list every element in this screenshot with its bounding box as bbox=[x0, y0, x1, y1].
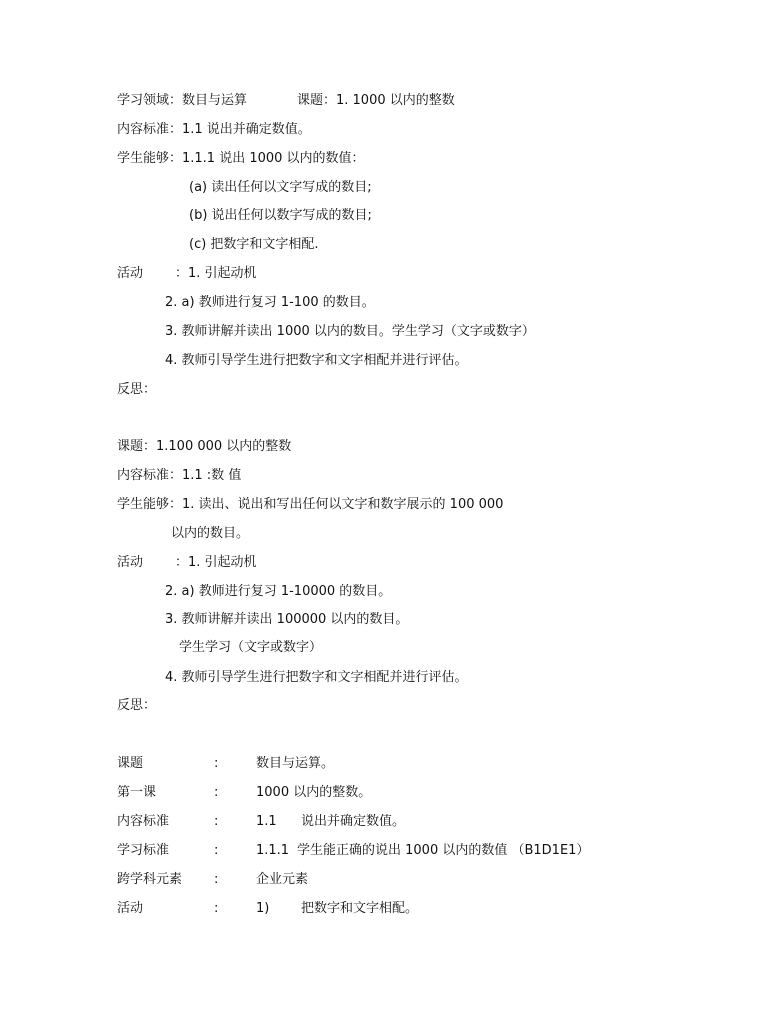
row-value: 数目与运算。 bbox=[256, 756, 335, 771]
row-label: 学习标准 bbox=[117, 843, 170, 858]
row-value: 学生能正确的说出 1000 以内的数值 （B1D1E1） bbox=[297, 843, 590, 858]
section1-ability-item: (b) 说出任何以数字写成的数目; bbox=[189, 208, 372, 223]
section2-lesson-title: 课题：1.100 000 以内的整数 bbox=[117, 439, 292, 454]
section1-activity-item: 4. 教师引导学生进行把数字和文字相配并进行评估。 bbox=[165, 353, 468, 368]
section2-reflection: 反思： bbox=[117, 698, 157, 713]
row-colon: : bbox=[214, 814, 219, 829]
row-colon: : bbox=[214, 901, 219, 916]
row-label: 课题 bbox=[117, 756, 144, 771]
section2-activity-item: 学生学习（文字或数字） bbox=[179, 640, 323, 655]
section1-activity-item: 3. 教师讲解并读出 1000 以内的数目。学生学习（文字或数字） bbox=[165, 324, 535, 339]
row-colon: : bbox=[214, 756, 219, 771]
section2-activity-label: 活动 bbox=[117, 555, 144, 570]
row-value: 把数字和文字相配。 bbox=[301, 901, 419, 916]
section2-activity-item: ：1. 引起动机 bbox=[175, 555, 257, 570]
section1-lesson-title: 课题：1. 1000 以内的整数 bbox=[297, 93, 455, 108]
row-number: 1.1.1 bbox=[256, 843, 290, 858]
section1-ability: 学生能够：1.1.1 说出 1000 以内的数值： bbox=[117, 151, 365, 166]
row-number: 1.1 bbox=[256, 814, 277, 829]
row-label: 活动 bbox=[117, 901, 144, 916]
section2-ability-cont: 以内的数目。 bbox=[171, 526, 250, 541]
section1-activity-label: 活动 bbox=[117, 266, 144, 281]
row-label: 内容标准 bbox=[117, 814, 170, 829]
section2-activity-item: 3. 教师讲解并读出 100000 以内的数目。 bbox=[165, 612, 409, 627]
section1-ability-item: (a) 读出任何以文字写成的数目; bbox=[189, 180, 372, 195]
row-colon: : bbox=[214, 785, 219, 800]
row-value: 1000 以内的整数。 bbox=[256, 785, 372, 800]
section1-field-title: 学习领域：数目与运算 bbox=[117, 93, 248, 108]
section2-content-standard: 内容标准：1.1 :数 值 bbox=[117, 468, 242, 483]
section2-activity-item: 4. 教师引导学生进行把数字和文字相配并进行评估。 bbox=[165, 670, 468, 685]
row-value: 说出并确定数值。 bbox=[301, 814, 406, 829]
row-label: 跨学科元素 bbox=[117, 872, 183, 887]
section1-content-standard: 内容标准：1.1 说出并确定数值。 bbox=[117, 122, 311, 137]
section2-activity-item: 2. a) 教师进行复习 1-10000 的数目。 bbox=[165, 584, 392, 599]
row-colon: : bbox=[214, 872, 219, 887]
section1-activity-item: ：1. 引起动机 bbox=[175, 266, 257, 281]
section1-reflection: 反思： bbox=[117, 382, 157, 397]
row-value: 企业元素 bbox=[256, 872, 309, 887]
row-colon: : bbox=[214, 843, 219, 858]
row-label: 第一课 bbox=[117, 785, 157, 800]
section2-ability: 学生能够：1. 读出、说出和写出任何以文字和数字展示的 100 000 bbox=[117, 497, 504, 512]
row-number: 1) bbox=[256, 901, 270, 916]
section1-activity-item: 2. a) 教师进行复习 1-100 的数目。 bbox=[165, 295, 375, 310]
section1-ability-item: (c) 把数字和文字相配. bbox=[189, 237, 319, 252]
